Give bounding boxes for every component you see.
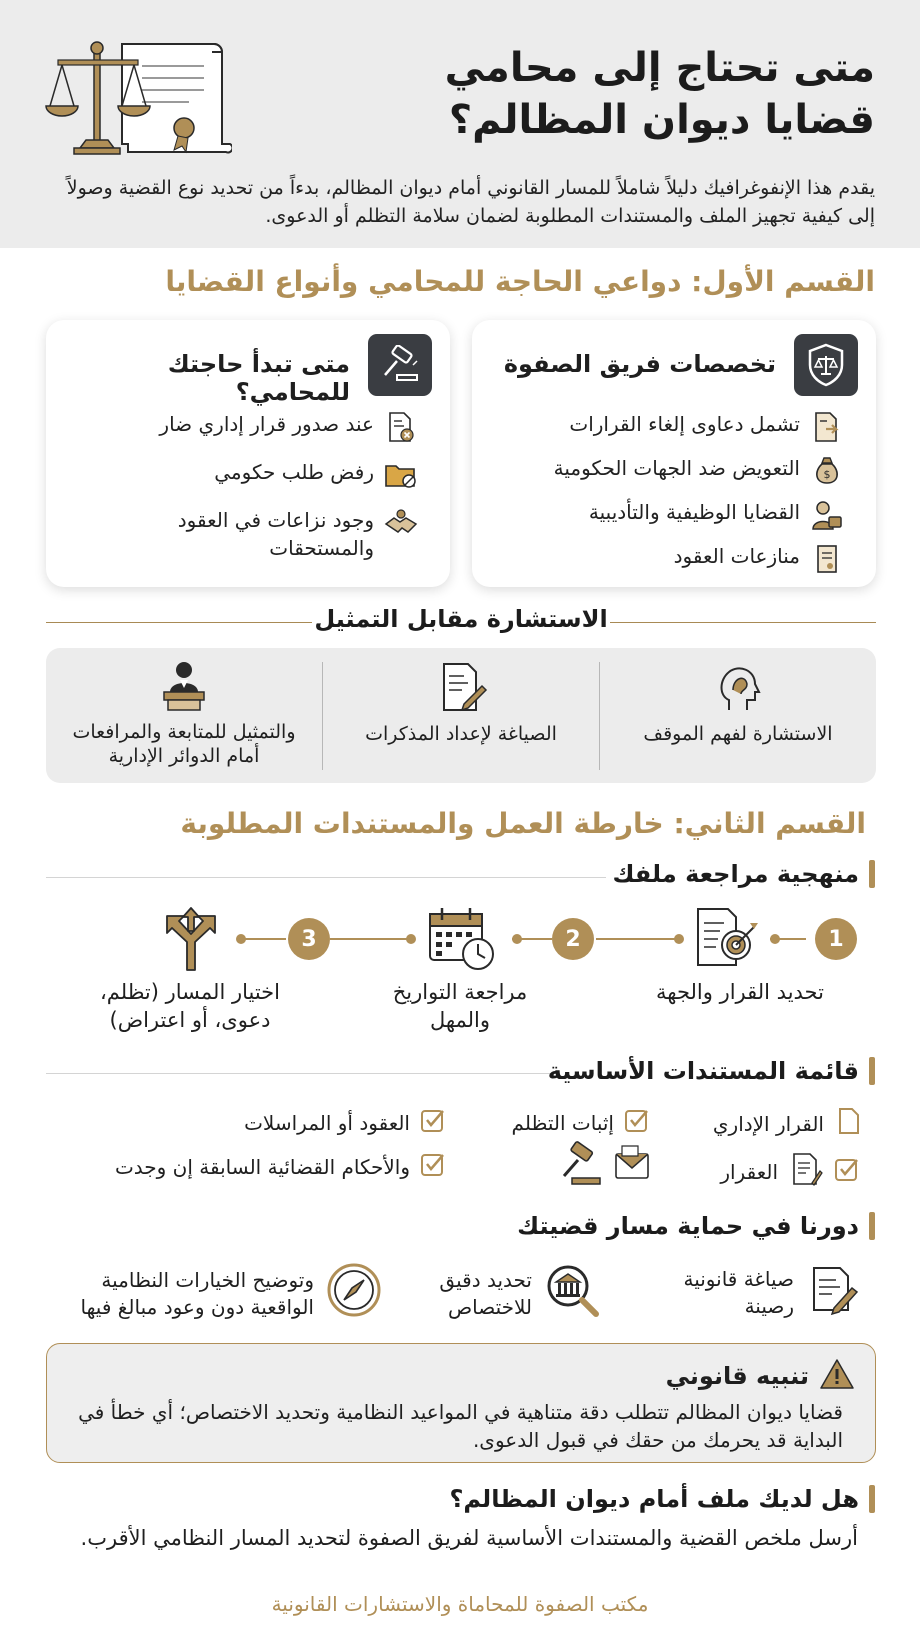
document-item: إثبات التظلم (512, 1107, 650, 1138)
methodology-heading: منهجية مراجعة ملفك (612, 860, 875, 888)
cta-text: أرسل ملخص القضية والمستندات الأساسية لفريق الصفوة لتحديد المسار النظامي الأقرب. (80, 1526, 858, 1550)
contract-pen-icon (788, 1151, 824, 1192)
document-item: العقرار (720, 1151, 860, 1192)
gavel-icon (368, 334, 432, 396)
list-item: $ التعويض ضد الجهات الحكومية (484, 454, 844, 488)
checkbox-icon (834, 1156, 860, 1187)
checkbox-icon (624, 1107, 650, 1138)
step-number: 2 (552, 918, 594, 960)
head-thinking-icon (711, 660, 765, 714)
money-bag-icon (810, 454, 844, 488)
when-need-lawyer-card (46, 320, 450, 587)
team-card-title: تخصصات فريق الصفوة (503, 350, 776, 378)
step-number: 3 (288, 918, 330, 960)
consult-item: الاستشارة لفهم الموقف (600, 648, 876, 783)
step-label: اختيار المسار (تظلم، دعوى، أو اعتراض) (100, 980, 280, 1032)
warning-icon (819, 1358, 855, 1394)
legal-alert-box (46, 1343, 876, 1463)
document-target-icon (690, 905, 762, 971)
section1-title: القسم الأول: دواعي الحاجة للمحامي وأنواع القضايا (165, 265, 875, 298)
employee-briefcase-icon (810, 498, 844, 532)
section2-title: القسم الثاني: خارطة العمل والمستندات المطلوبة (180, 807, 866, 840)
alert-title: تنبيه قانوني (665, 1362, 809, 1390)
gavel-envelope-icon (558, 1140, 654, 1188)
shield-scales-icon (794, 334, 858, 396)
documents-heading: قائمة المستندات الأساسية (548, 1057, 875, 1085)
list-item: تشمل دعاوى إلغاء القرارات (484, 410, 844, 444)
document-x-icon (384, 410, 418, 444)
divider-right (610, 622, 876, 623)
role-item: تحديد دقيق للاختصاص (422, 1262, 600, 1325)
alert-text: قضايا ديوان المظالم تتطلب دقة متناهية في المواعيد النظامية وتحديد الاختصاص؛ أي خطأ في البداية قد يحرمك من حقك في قبول الدعوى. (78, 1400, 843, 1452)
step-label: مراجعة التواريخ والمهل (392, 980, 528, 1032)
role-item: صياغة قانونية رصينة (664, 1262, 860, 1323)
document-icon (834, 1107, 860, 1140)
compass-icon (326, 1262, 382, 1325)
checkbox-icon (420, 1107, 446, 1138)
document-item: والأحكام القضائية السابقة إن وجدت (115, 1151, 446, 1182)
step-label: تحديد القرار والجهة (656, 980, 824, 1004)
list-item: منازعات العقود (484, 542, 844, 576)
role-heading: دورنا في حماية مسار قضيتك (517, 1212, 875, 1240)
step-number: 1 (815, 918, 857, 960)
courthouse-magnifier-icon (544, 1262, 600, 1325)
cta-heading: هل لديك ملف أمام ديوان المظالم؟ (449, 1485, 875, 1513)
handshake-icon (384, 506, 418, 540)
list-item: عند صدور قرار إداري ضار (58, 410, 418, 444)
consult-item: الصياغة لإعداد المذكرات (323, 648, 599, 783)
list-item: القضايا الوظيفية والتأديبية (484, 498, 844, 532)
contract-scroll-icon (810, 542, 844, 576)
document-pen-icon (434, 660, 488, 714)
role-item: وتوضيح الخيارات النظامية الواقعية دون وعود مبالغ فيها (34, 1262, 382, 1325)
calendar-clock-icon (426, 906, 498, 972)
team-specialties-card (472, 320, 876, 587)
document-pen-icon (806, 1262, 860, 1323)
document-item: العقود أو المراسلات (244, 1107, 446, 1138)
consult-panel (46, 648, 876, 783)
folder-denied-icon (384, 458, 418, 492)
need-card-title: متى تبدأ حاجتك للمحامي؟ (167, 350, 350, 406)
document-arrow-icon (810, 410, 844, 444)
intro-text: يقدم هذا الإنفوغرافيك دليلاً شاملاً للمسار القانوني أمام ديوان المظالم، بدءاً من تحديد نوع القضية وصولاً إلى كيفية تجهيز الملف والمستندات المطلوبة لضمان سلامة التظلم أو الدعوى. (66, 177, 875, 227)
scales-document-icon (44, 36, 232, 160)
footer-text: مكتب الصفوة للمحاماة والاستشارات القانونية (271, 1592, 649, 1616)
divider-left (46, 622, 312, 623)
lawyer-podium-icon (156, 658, 212, 714)
checkbox-icon (420, 1151, 446, 1182)
consult-title: الاستشارة مقابل التمثيل (314, 605, 608, 633)
svg-text:$: $ (823, 468, 831, 481)
list-item: وجود نزاعات في العقود والمستحقات (58, 506, 418, 562)
document-item: القرار الإداري (713, 1107, 860, 1140)
list-item: رفض طلب حكومي (58, 458, 418, 492)
direction-arrows-icon (158, 906, 224, 972)
page-title: متى تحتاج إلى محامي قضايا ديوان المظالم؟ (444, 45, 875, 143)
consult-item: والتمثيل للمتابعة والمرافعات أمام الدوائر الإدارية (46, 648, 322, 783)
